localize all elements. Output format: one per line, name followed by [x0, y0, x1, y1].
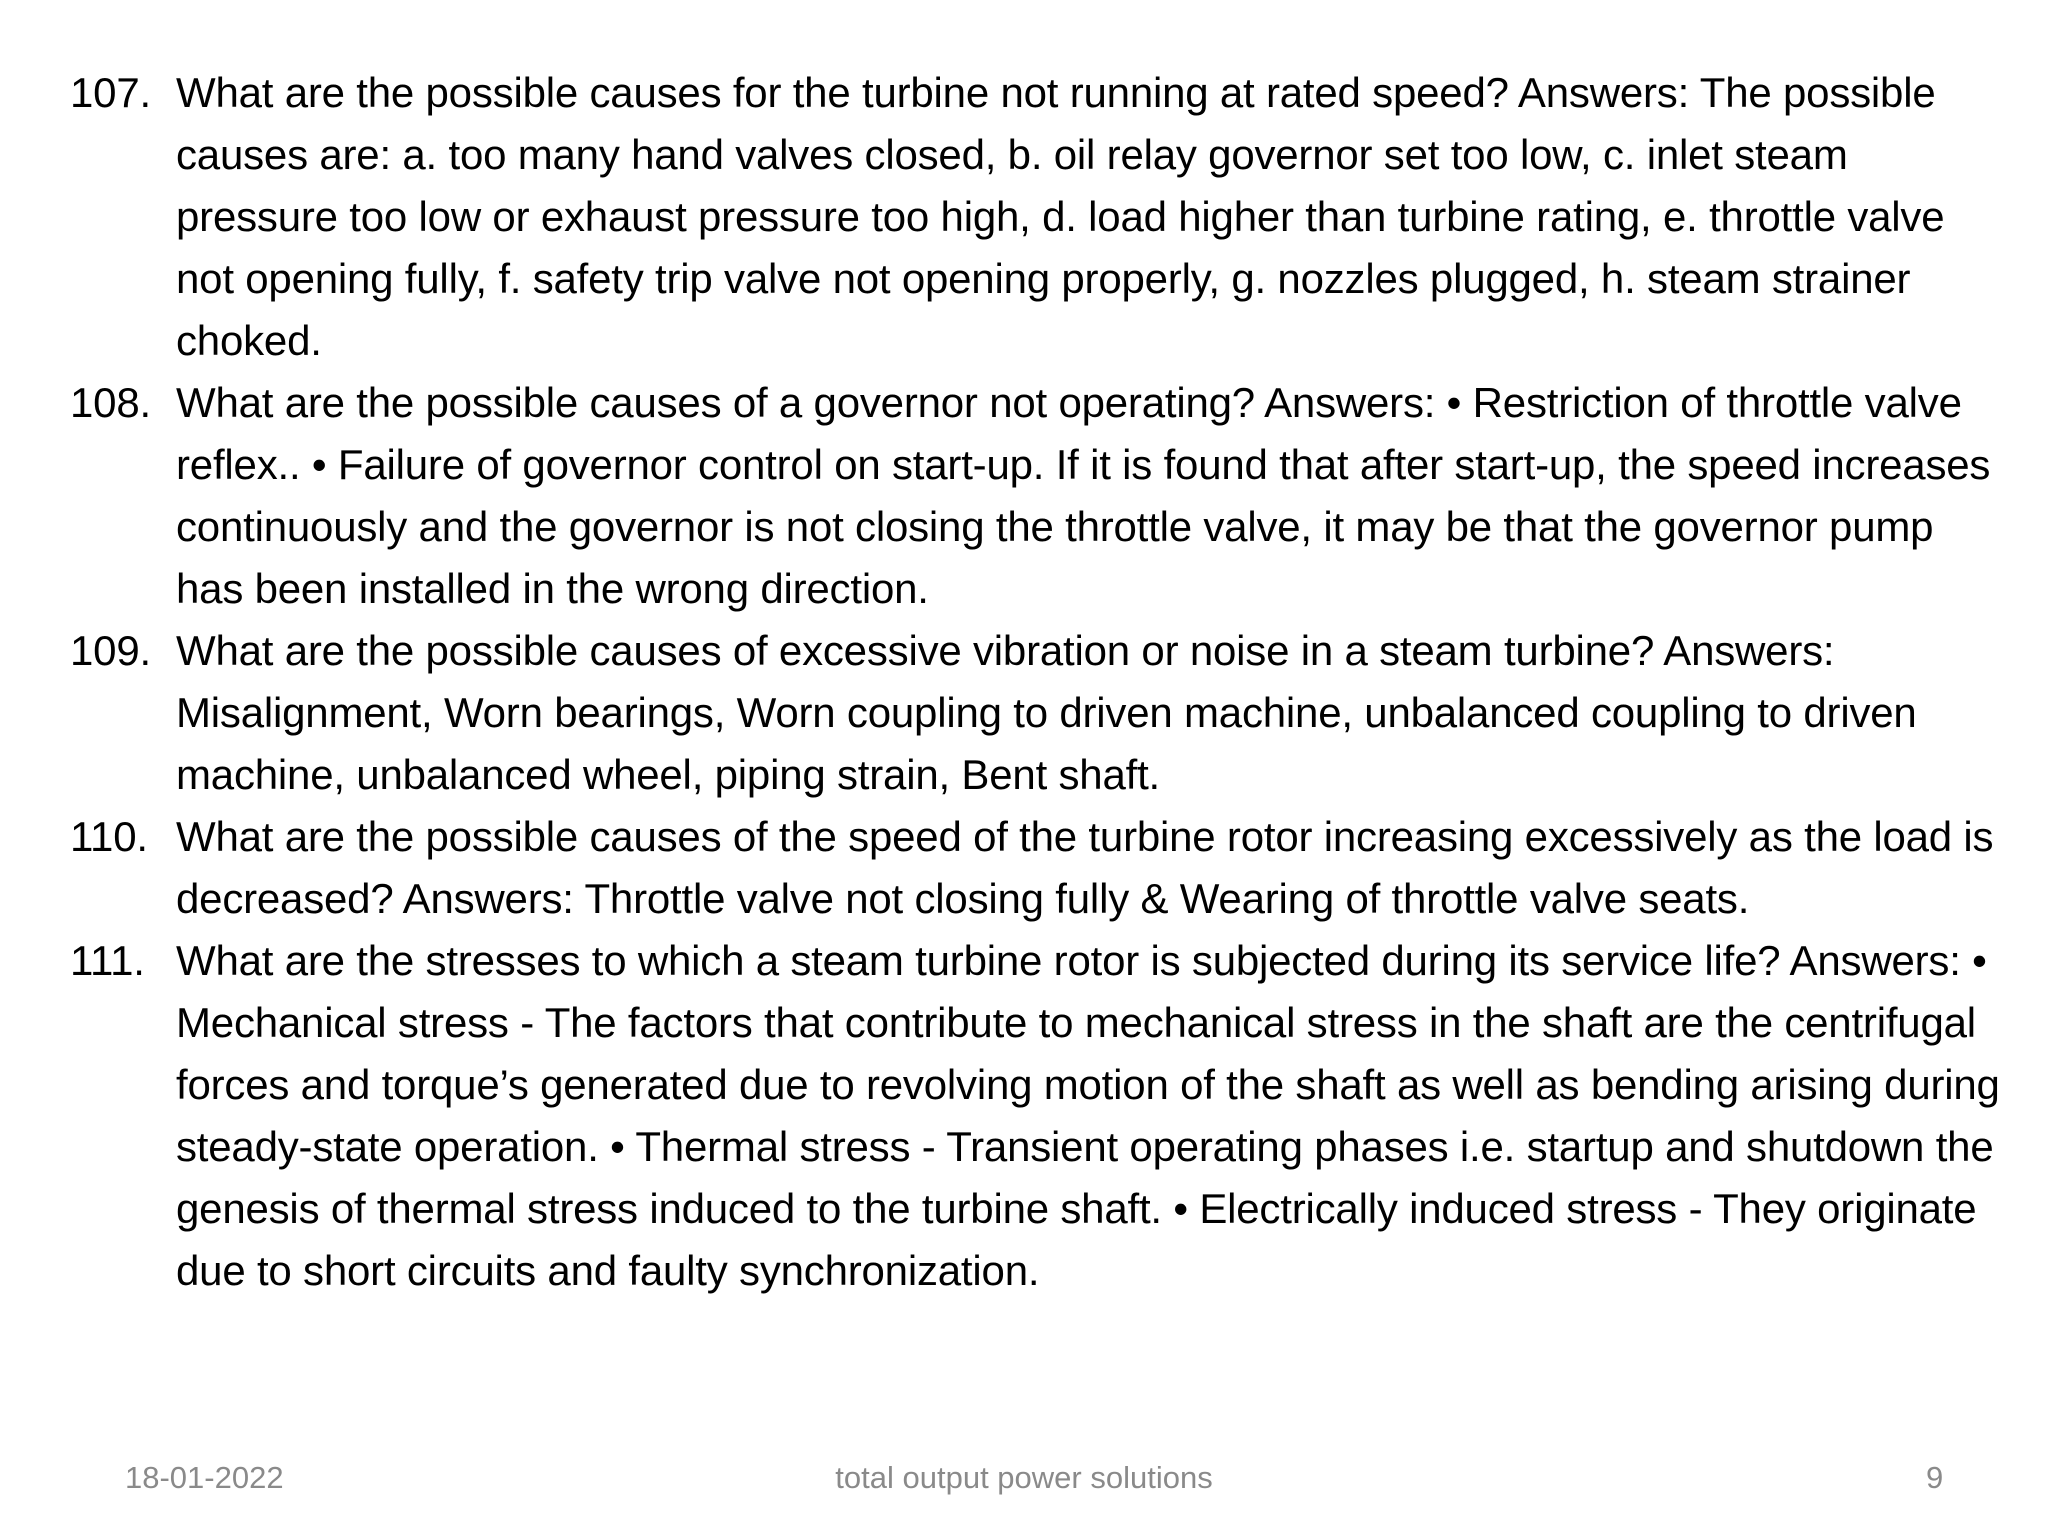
qa-list	[0, 62, 2048, 1302]
item-text: What are the possible causes of excessive vibration or noise in a steam turbine? Answers: Misalignment, Worn bearings, Worn coupling to driven machine, unbalanced coupling to driven machine, unbalanced wheel, piping strain, Bent shaft.	[176, 627, 1917, 798]
footer-date: 18-01-2022	[125, 1460, 284, 1495]
qa-item-108	[0, 372, 2048, 620]
item-number: 107.	[70, 69, 151, 116]
item-text: What are the possible causes for the turbine not running at rated speed? Answers: The possible causes are: a. too many hand valves closed, b. oil relay governor set too low, c. inlet steam pressure too low or exhaust pressure too high, d. load higher than turbine rating, e. throttle valve not opening fully, f. safety trip valve not opening properly, g. nozzles plugged, h. steam strainer choked.	[176, 69, 1945, 364]
item-number: 109.	[70, 627, 151, 674]
item-number: 108.	[70, 379, 151, 426]
item-number: 110.	[70, 813, 148, 860]
item-text: What are the stresses to which a steam turbine rotor is subjected during its service life? Answers: • Mechanical stress - The factors that contribute to mechanical stress in the shaft are the centrifugal forces and torque’s generated due to revolving motion of the shaft as well as bending arising during steady-state operation. • Thermal stress - Transient operating phases i.e. startup and shutdown the genesis of thermal stress induced to the turbine shaft. • Electrically induced stress - They originate due to short circuits and faulty synchronization.	[176, 937, 2000, 1294]
qa-item-110	[0, 806, 2048, 930]
item-text: What are the possible causes of the speed of the turbine rotor increasing excessively as the load is decreased? Answers: Throttle valve not closing fully & Wearing of throttle valve seats.	[176, 813, 1994, 922]
page-number: 9	[1926, 1460, 1944, 1495]
footer-title: total output power solutions	[835, 1460, 1213, 1495]
item-number: 111.	[70, 937, 145, 984]
qa-item-109	[0, 620, 2048, 806]
qa-item-107	[0, 62, 2048, 372]
item-text: What are the possible causes of a governor not operating? Answers: • Restriction of throttle valve reflex.. • Failure of governor control on start-up. If it is found that after start-up, the speed increases continuously and the governor is not closing the throttle valve, it may be that the governor pump has been installed in the wrong direction.	[176, 379, 1991, 612]
qa-item-111	[0, 930, 2048, 1302]
